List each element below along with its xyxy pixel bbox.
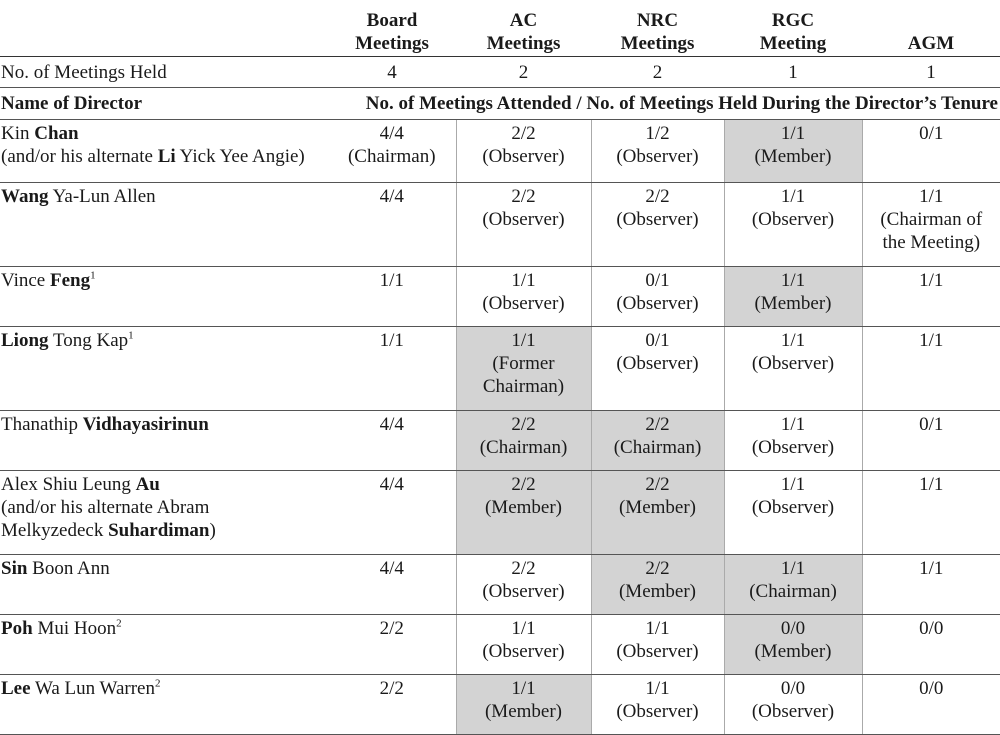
name-header-row xyxy=(0,88,1000,120)
director-name-line xyxy=(1,122,328,145)
name-of-director-label: Name of Director xyxy=(0,88,328,120)
header-line: RGC xyxy=(724,9,862,32)
attendance-ratio: 1/1 xyxy=(592,617,724,640)
attendance-role: (Observer) xyxy=(725,496,862,519)
attendance-role: (Member) xyxy=(725,145,862,168)
name-part: Ya-Lun Allen xyxy=(49,186,156,207)
attendance-cell-board xyxy=(328,411,456,471)
held-ac: 2 xyxy=(456,57,591,88)
attendance-role: (Observer) xyxy=(725,436,862,459)
attendance-cell-rgc xyxy=(724,411,862,471)
attendance-role: (Former xyxy=(457,352,591,375)
header-line: AGM xyxy=(862,32,1000,55)
attendance-ratio: 0/0 xyxy=(863,617,1000,640)
attendance-cell-rgc xyxy=(724,471,862,555)
name-part: Liong xyxy=(1,330,49,351)
attendance-ratio: 2/2 xyxy=(457,413,591,436)
attendance-cell-agm xyxy=(862,411,1000,471)
attendance-role: the Meeting) xyxy=(863,231,1000,254)
attendance-cell-rgc xyxy=(724,267,862,327)
footnote-marker: 2 xyxy=(116,618,122,630)
attendance-cell-board xyxy=(328,675,456,735)
attendance-cell-ac xyxy=(456,411,591,471)
attendance-role: (Chairman) xyxy=(592,436,724,459)
attendance-role: (Observer) xyxy=(457,292,591,315)
attendance-ratio: 1/1 xyxy=(328,269,456,292)
director-name xyxy=(0,555,328,615)
attendance-cell-agm xyxy=(862,267,1000,327)
attendance-cell-rgc xyxy=(724,675,862,735)
attendance-cell-board xyxy=(328,327,456,411)
attendance-ratio: 1/1 xyxy=(863,329,1000,352)
attendance-ratio: 1/1 xyxy=(725,122,862,145)
director-name xyxy=(0,120,328,183)
name-part: Sin xyxy=(1,558,27,579)
header-line: NRC xyxy=(591,9,724,32)
attendance-cell-nrc xyxy=(591,615,724,675)
name-part: Alex Shiu Leung xyxy=(1,474,136,495)
attendance-ratio: 2/2 xyxy=(457,122,591,145)
attendance-cell-agm xyxy=(862,615,1000,675)
name-part: ) xyxy=(209,520,215,541)
attendance-role: (Observer) xyxy=(457,640,591,663)
header-blank xyxy=(0,0,328,57)
attendance-ratio: 2/2 xyxy=(457,473,591,496)
director-name xyxy=(0,183,328,267)
attendance-role: (Observer) xyxy=(592,145,724,168)
attendance-ratio: 1/2 xyxy=(592,122,724,145)
attendance-ratio: 2/2 xyxy=(592,557,724,580)
footnote-marker: 1 xyxy=(90,270,96,282)
attendance-ratio: 2/2 xyxy=(457,557,591,580)
attendance-role: (Chairman of xyxy=(863,208,1000,231)
held-board: 4 xyxy=(328,57,456,88)
director-name xyxy=(0,267,328,327)
attendance-ratio: 2/2 xyxy=(592,473,724,496)
director-row xyxy=(0,327,1000,411)
attendance-role: (Observer) xyxy=(457,145,591,168)
column-header-row xyxy=(0,0,1000,57)
attendance-ratio: 1/1 xyxy=(457,617,591,640)
held-rgc: 1 xyxy=(724,57,862,88)
attendance-ratio: 0/1 xyxy=(592,269,724,292)
attendance-cell-nrc xyxy=(591,327,724,411)
attendance-cell-ac xyxy=(456,471,591,555)
attendance-ratio: 1/1 xyxy=(725,413,862,436)
name-part: Chan xyxy=(34,123,78,144)
attendance-cell-agm xyxy=(862,120,1000,183)
attendance-role: (Observer) xyxy=(592,352,724,375)
attendance-ratio: 1/1 xyxy=(328,329,456,352)
held-agm: 1 xyxy=(862,57,1000,88)
header-agm xyxy=(862,0,1000,57)
header-ac-meetings xyxy=(456,0,591,57)
attendance-ratio: 1/1 xyxy=(725,269,862,292)
name-part: Vince xyxy=(1,270,50,291)
director-name-line xyxy=(1,496,328,519)
attendance-role: (Observer) xyxy=(725,352,862,375)
director-name-line xyxy=(1,269,328,292)
attendance-role: (Chairman) xyxy=(725,580,862,603)
director-row xyxy=(0,120,1000,183)
name-part: Melkyzedeck xyxy=(1,520,108,541)
attendance-role: (Member) xyxy=(592,580,724,603)
attendance-cell-rgc xyxy=(724,120,862,183)
meetings-held-row xyxy=(0,57,1000,88)
name-part: (and/or his alternate Abram xyxy=(1,497,209,518)
name-part: Wa Lun Warren xyxy=(31,678,155,699)
name-part: Suhardiman xyxy=(108,520,209,541)
attendance-ratio: 1/1 xyxy=(457,329,591,352)
attendance-ratio: 0/0 xyxy=(725,677,862,700)
attendance-ratio: 0/1 xyxy=(592,329,724,352)
attendance-cell-rgc xyxy=(724,327,862,411)
attendance-cell-agm xyxy=(862,471,1000,555)
attendance-cell-ac xyxy=(456,120,591,183)
director-name xyxy=(0,327,328,411)
attendance-cell-nrc xyxy=(591,675,724,735)
director-row xyxy=(0,555,1000,615)
name-part: Kin xyxy=(1,123,34,144)
header-line: Meetings xyxy=(591,32,724,55)
name-part: Au xyxy=(136,474,160,495)
header-line: AC xyxy=(456,9,591,32)
attendance-ratio: 1/1 xyxy=(725,185,862,208)
attendance-cell-nrc xyxy=(591,183,724,267)
attendance-role: (Chairman) xyxy=(328,145,456,168)
attendance-role: (Member) xyxy=(725,640,862,663)
name-part: Mui Hoon xyxy=(33,618,116,639)
director-name xyxy=(0,615,328,675)
attendance-ratio: 0/0 xyxy=(725,617,862,640)
attendance-role: (Member) xyxy=(457,496,591,519)
attendance-role: (Member) xyxy=(592,496,724,519)
attendance-role: (Observer) xyxy=(592,208,724,231)
attendance-ratio: 0/1 xyxy=(863,413,1000,436)
director-name-line xyxy=(1,677,328,700)
attendance-ratio: 2/2 xyxy=(457,185,591,208)
attendance-cell-nrc xyxy=(591,471,724,555)
attendance-ratio: 1/1 xyxy=(863,557,1000,580)
name-part: Yick Yee Angie) xyxy=(176,146,305,167)
director-row xyxy=(0,615,1000,675)
attendance-role: (Member) xyxy=(457,700,591,723)
header-line: Meetings xyxy=(328,32,456,55)
attendance-ratio: 2/2 xyxy=(592,185,724,208)
attendance-span-label: No. of Meetings Attended / No. of Meetings Held During the Director’s Tenure xyxy=(328,88,1000,120)
meetings-held-label: No. of Meetings Held xyxy=(0,57,328,88)
attendance-role: (Observer) xyxy=(592,640,724,663)
attendance-cell-agm xyxy=(862,327,1000,411)
attendance-ratio: 2/2 xyxy=(328,677,456,700)
attendance-ratio: 4/4 xyxy=(328,413,456,436)
attendance-cell-nrc xyxy=(591,267,724,327)
director-name-line xyxy=(1,145,328,168)
attendance-cell-ac xyxy=(456,615,591,675)
attendance-cell-agm xyxy=(862,183,1000,267)
attendance-role: (Observer) xyxy=(725,700,862,723)
name-part: Thanathip xyxy=(1,414,83,435)
attendance-cell-board xyxy=(328,555,456,615)
attendance-cell-board xyxy=(328,471,456,555)
attendance-cell-board xyxy=(328,183,456,267)
header-nrc-meetings xyxy=(591,0,724,57)
attendance-cell-board xyxy=(328,615,456,675)
attendance-cell-ac xyxy=(456,267,591,327)
name-part: Lee xyxy=(1,678,31,699)
attendance-ratio: 1/1 xyxy=(725,473,862,496)
attendance-role: (Observer) xyxy=(457,580,591,603)
attendance-ratio: 1/1 xyxy=(457,677,591,700)
director-row xyxy=(0,183,1000,267)
director-name xyxy=(0,471,328,555)
name-part: (and/or his alternate xyxy=(1,146,158,167)
attendance-cell-ac xyxy=(456,183,591,267)
attendance-cell-board xyxy=(328,120,456,183)
director-name-line xyxy=(1,185,328,208)
attendance-role: (Chairman) xyxy=(457,436,591,459)
attendance-cell-agm xyxy=(862,555,1000,615)
attendance-cell-nrc xyxy=(591,120,724,183)
attendance-cell-ac xyxy=(456,327,591,411)
header-rgc-meeting xyxy=(724,0,862,57)
name-part: Vidhayasirinun xyxy=(83,414,209,435)
director-row xyxy=(0,411,1000,471)
footnote-marker: 2 xyxy=(155,678,161,690)
attendance-ratio: 2/2 xyxy=(592,413,724,436)
attendance-cell-ac xyxy=(456,675,591,735)
director-name-line xyxy=(1,413,328,436)
attendance-cell-board xyxy=(328,267,456,327)
header-line: Meeting xyxy=(724,32,862,55)
attendance-role: (Member) xyxy=(725,292,862,315)
name-part: Li xyxy=(158,146,176,167)
attendance-cell-agm xyxy=(862,675,1000,735)
director-name-line xyxy=(1,519,328,542)
director-row xyxy=(0,267,1000,327)
attendance-cell-rgc xyxy=(724,555,862,615)
attendance-ratio: 1/1 xyxy=(863,269,1000,292)
attendance-ratio: 2/2 xyxy=(328,617,456,640)
header-board-meetings xyxy=(328,0,456,57)
attendance-cell-nrc xyxy=(591,555,724,615)
director-name xyxy=(0,675,328,735)
name-part: Poh xyxy=(1,618,33,639)
director-row xyxy=(0,471,1000,555)
attendance-cell-rgc xyxy=(724,615,862,675)
attendance-ratio: 1/1 xyxy=(863,185,1000,208)
director-name-line xyxy=(1,617,328,640)
attendance-ratio: 0/0 xyxy=(863,677,1000,700)
attendance-cell-rgc xyxy=(724,183,862,267)
attendance-ratio: 1/1 xyxy=(725,329,862,352)
attendance-role: (Observer) xyxy=(592,292,724,315)
attendance-cell-nrc xyxy=(591,411,724,471)
held-nrc: 2 xyxy=(591,57,724,88)
attendance-ratio: 4/4 xyxy=(328,473,456,496)
attendance-role: Chairman) xyxy=(457,375,591,398)
name-part: Boon Ann xyxy=(27,558,109,579)
attendance-role: (Observer) xyxy=(725,208,862,231)
attendance-ratio: 4/4 xyxy=(328,185,456,208)
attendance-ratio: 1/1 xyxy=(592,677,724,700)
attendance-role: (Observer) xyxy=(592,700,724,723)
director-name xyxy=(0,411,328,471)
director-name-line xyxy=(1,473,328,496)
director-row xyxy=(0,675,1000,735)
attendance-role: (Observer) xyxy=(457,208,591,231)
attendance-ratio: 4/4 xyxy=(328,557,456,580)
attendance-ratio: 1/1 xyxy=(725,557,862,580)
attendance-ratio: 1/1 xyxy=(457,269,591,292)
attendance-ratio: 0/1 xyxy=(863,122,1000,145)
name-part: Feng xyxy=(50,270,90,291)
footnote-marker: 1 xyxy=(128,330,134,342)
name-part: Tong Kap xyxy=(49,330,129,351)
header-line: Meetings xyxy=(456,32,591,55)
director-name-line xyxy=(1,557,328,580)
header-line: Board xyxy=(328,9,456,32)
director-name-line xyxy=(1,329,328,352)
name-part: Wang xyxy=(1,186,49,207)
attendance-ratio: 4/4 xyxy=(328,122,456,145)
attendance-cell-ac xyxy=(456,555,591,615)
attendance-ratio: 1/1 xyxy=(863,473,1000,496)
